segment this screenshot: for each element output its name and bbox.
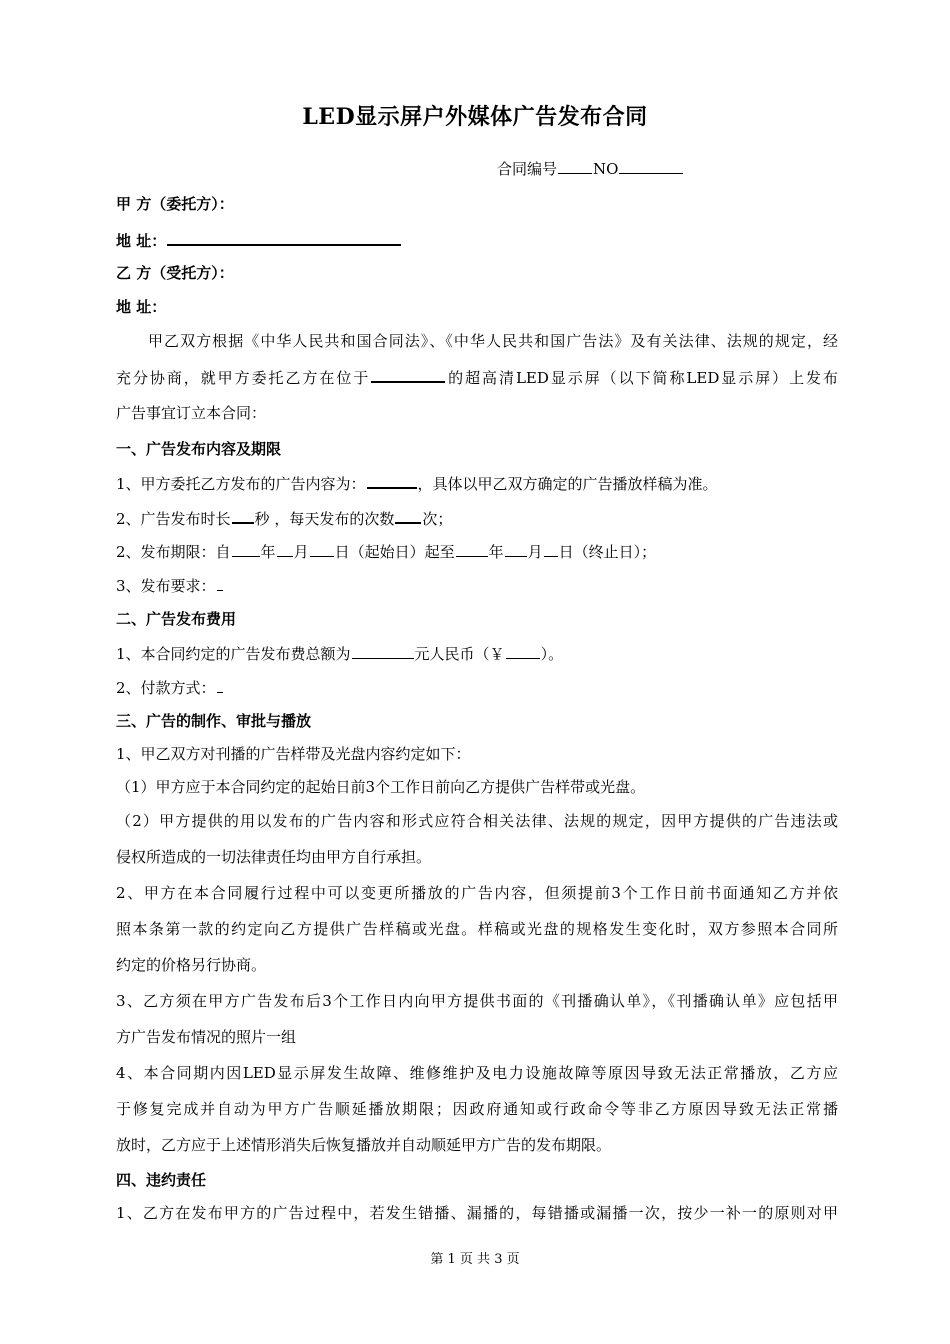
blank [395,507,421,524]
intro-line: 广告事宜订立本合同： [116,404,267,422]
page-footer: 第 1 页 共 3 页 [430,1252,520,1267]
clause: 放时，乙方应于上述情形消失后恢复播放并自动顺延甲方广告的发布期限。 [116,1136,612,1154]
clause-text: 月 [527,543,543,561]
contract-number-label: 合同编号 [497,160,558,178]
blank [310,541,334,557]
blank [232,507,254,524]
clause: 1、甲乙双方对刊播的广告样带及光盘内容约定如下： [116,745,471,763]
clause [116,507,838,529]
blank [277,541,293,557]
section-heading: 四、违约责任 [116,1171,207,1189]
section-heading: 一、广告发布内容及期限 [116,440,282,458]
party-a-address [116,229,838,251]
clause: 1、乙方在发布甲方的广告过程中，若发生错播、漏播的，每错播或漏播一次，按少一补一的原则对甲 [116,1204,838,1222]
contract-number-no: NO [593,160,619,178]
clause-text: 元人民币（￥ [414,645,505,663]
clause-text: 年 [260,543,276,561]
clause: （2）甲方提供的用以发布的广告内容和形式应符合相关法律、法规的规定，因甲方提供的广告违法或 [116,812,838,830]
contract-number-blank [558,158,592,174]
clause-text: 年 [488,543,504,561]
blank [505,541,527,557]
clause [116,677,838,698]
party-b-address: 地 址： [116,298,167,316]
clause-text: ）。 [540,645,564,663]
clause: 于修复完成并自动为甲方广告顺延播放期限；因政府通知或行政命令等非乙方原因导致无法正常播 [116,1100,838,1118]
clause-text: 秒 ，每天发布的次数 [254,510,395,528]
blank [544,541,558,557]
clause: 方广告发布情况的照片一组 [116,1028,297,1046]
clause: 照本条第一款的约定向乙方提供广告样稿或光盘。样稿或光盘的规格发生变化时，双方参照本合同所 [116,920,838,938]
clause: 侵权所造成的一切法律责任均由甲方自行承担。 [116,848,432,866]
clause: 2、甲方在本合同履行过程中可以变更所播放的广告内容，但须提前3个工作日前书面通知乙方并依 [116,884,838,902]
clause-text: 日（终止日）； [558,543,657,561]
clause: 4、本合同期内因LED显示屏发生故障、维修维护及电力设施故障等原因导致无法正常播放，乙方应 [116,1064,838,1082]
clause-text: 次； [422,510,453,528]
party-a-label: 甲 方（委托方）： [116,195,234,213]
address-label: 地 址： [116,232,167,250]
intro-text: 充分协商，就甲方委托乙方在位于 [116,369,371,387]
section-heading: 三、广告的制作、审批与播放 [116,712,312,730]
clause-text: ，具体以甲乙双方确定的广告播放样稿为准。 [417,475,718,493]
intro-text: 的超高清LED显示屏（以下简称LED显示屏）上发布 [446,369,838,387]
contract-number [497,158,684,179]
blank [217,677,223,693]
clause-text: 日（起始日）起至 [334,543,455,561]
location-blank [371,366,445,383]
intro-line [116,366,838,388]
clause-text: 3、发布要求： [116,577,216,595]
clause-text: 2、发布期限：自 [116,543,231,561]
blank [506,643,540,659]
clause [116,541,838,562]
clause [116,472,838,494]
clause [116,575,838,596]
contract-number-blank [619,158,683,174]
blank [456,541,488,557]
clause-text: 月 [293,543,309,561]
clause-text: 2、付款方式： [116,679,216,697]
clause-text: 2、广告发布时长 [116,510,231,528]
blank [217,575,223,591]
clause-text: 1、甲方委托乙方发布的广告内容为： [116,475,366,493]
blank [352,643,414,659]
clause [116,643,838,664]
clause-text: 1、本合同约定的广告发布费总额为 [116,645,351,663]
blank [367,472,417,489]
section-heading: 二、广告发布费用 [116,610,237,628]
intro-line: 甲乙双方根据《中华人民共和国合同法》、《中华人民共和国广告法》及有关法律、法规的规定，经 [148,332,838,350]
clause: （1）甲方应于本合同约定的起始日前3个工作日前向乙方提供广告样带或光盘。 [116,778,646,796]
clause: 约定的价格另行协商。 [116,956,267,974]
address-blank [167,229,401,246]
party-b-label: 乙 方（受托方）： [116,264,234,282]
page-title: LED显示屏户外媒体广告发布合同 [302,104,648,130]
clause: 3、乙方须在甲方广告发布后3个工作日内向甲方提供书面的《刊播确认单》，《刊播确认单》应包括甲 [116,992,838,1010]
blank [232,541,260,557]
